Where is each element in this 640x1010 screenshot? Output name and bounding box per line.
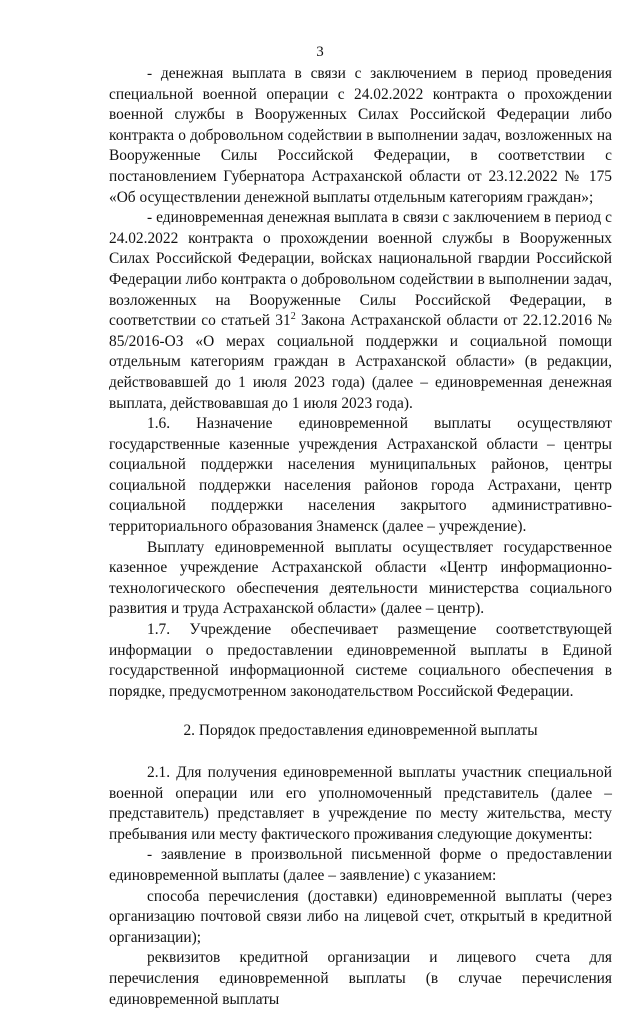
paragraph-one-time-payment <box>109 208 612 414</box>
article-superscript: 2 <box>290 311 296 322</box>
paragraph-one-time-payment-text-a: - единовременная денежная выплата в связи с заключением в период с 24.02.2022 контракта о прохождении военной службы в Вооруженных Силах Российской Федерации, войсках национальной гвардии Российской Федерации либо контракта о добровольном содействии в выполнении задач, возложенных на Вооруженные Силы Российской Федерации, в соответствии со статьей 31 <box>109 209 612 330</box>
paragraph-payment-method: способа перечисления (доставки) единовременной выплаты (через организацию почтовой связи либо на лицевой счет, открытый в кредитной организации); <box>109 887 612 946</box>
document-body <box>109 64 612 1010</box>
section-heading: 2. Порядок предоставления единовременной выплаты <box>183 722 538 740</box>
paragraph-monetary-payment: - денежная выплата в связи с заключением в период проведения специальной военной операции с 24.02.2022 контракта о прохождении военной службы в Вооруженных Силах Российской Федерации либо контракта о добровольном содействии в выполнении задач, возложенных на Вооруженные Силы Российской Федерации, в соответствии с постановлением Губернатора Астраханской области от 23.12.2022 № 175 «Об осуществлении денежной выплаты отдельным категориям граждан»; <box>109 65 612 206</box>
paragraph-bank-details: реквизитов кредитной организации и лицевого счета для перечисления единовременной выплаты (в случае перечисления единовременной выплаты <box>109 949 612 1008</box>
paragraph-1-7: 1.7. Учреждение обеспечивает размещение соответствующей информации о предоставлении единовременной выплаты в Единой государственной информационной системе социального обеспечения в порядке, предусмотренном законодательством Российской Федерации. <box>109 621 612 700</box>
paragraph-1-6: 1.6. Назначение единовременной выплаты осуществляют государственные казенные учреждения Астраханской области – центры социальной поддержки населения муниципальных районов, центры социальной поддержки населения районов города Астрахани, центр социальной поддержки населения закрытого административно-территориального образования Знаменск (далее – учреждение). <box>109 415 612 536</box>
paragraph-2-1: 2.1. Для получения единовременной выплаты участник специальной военной операции или его уполномоченный представитель (далее – представитель) представляет в учреждение по месту жительства, месту пребывания или месту фактического проживания следующие документы: <box>109 764 612 843</box>
paragraph-one-time-payment-text-b: Закона Астраханской области от 22.12.2016 № 85/2016-ОЗ «О мерах социальной поддержки и социальной помощи отдельным категориям граждан в Астраханской области» (в редакции, действовавшей до 1 июля 2023 года) (далее – единовременная денежная выплата, действовавшая до 1 июля 2023 года). <box>109 312 612 412</box>
paragraph-application: - заявление в произвольной письменной форме о предоставлении единовременной выплаты (далее – заявление) с указанием: <box>109 846 612 884</box>
paragraph-payment-center: Выплату единовременной выплаты осуществляет государственное казенное учреждение Астраханской области «Центр информационно-технологического обеспечения деятельности министерства социального развития и труда Астраханской области» (далее – центр). <box>109 538 612 618</box>
page-number: 3 <box>316 44 324 60</box>
